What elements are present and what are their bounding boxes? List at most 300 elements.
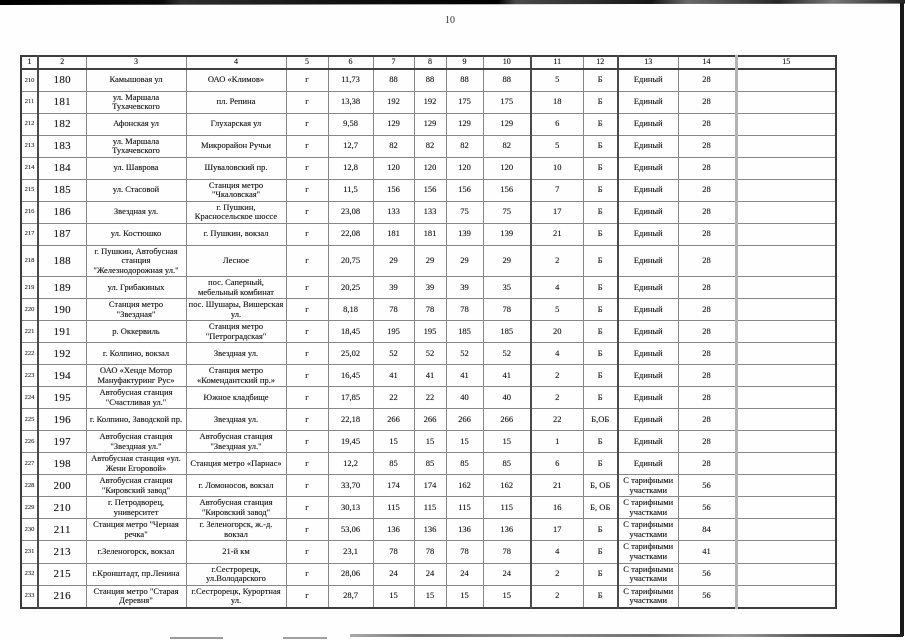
table-cell: 183 [38, 135, 86, 157]
table-cell: 156 [483, 179, 531, 201]
table-cell: 24 [483, 563, 531, 585]
table-cell: Б [583, 321, 618, 343]
table-cell: Б [583, 277, 618, 299]
table-cell: 15 [483, 431, 531, 453]
table-cell: 15 [446, 585, 483, 608]
column-header: 3 [86, 56, 186, 69]
table-cell: 216 [21, 201, 38, 223]
table-row [21, 201, 836, 223]
table-cell: 162 [446, 475, 483, 497]
table-cell: г [286, 475, 328, 497]
table-cell: Автобусная станция "Звездная ул." [186, 431, 286, 453]
table-cell: С тарифными участками [618, 497, 678, 519]
table-cell: Б [583, 91, 618, 113]
table-cell: 28 [678, 135, 736, 157]
table-cell: 78 [446, 299, 483, 321]
table-cell: 41 [446, 365, 483, 387]
table-cell: г [286, 157, 328, 179]
table-cell: 17 [531, 519, 583, 541]
table-cell: 195 [414, 321, 446, 343]
table-cell: 214 [21, 157, 38, 179]
table-cell: 24 [373, 563, 414, 585]
table-cell: 41 [414, 365, 446, 387]
table-cell: 185 [38, 179, 86, 201]
table-cell: Камышовая ул [86, 69, 186, 91]
table-cell: 198 [38, 453, 86, 475]
column-header: 8 [414, 56, 446, 69]
table-cell: 227 [21, 453, 38, 475]
table-cell: 56 [678, 475, 736, 497]
table-cell: Станция метро "Старая Деревня" [86, 585, 186, 608]
table-cell: Б [583, 179, 618, 201]
table-cell: 185 [483, 321, 531, 343]
table-row [21, 541, 836, 563]
table-row [21, 453, 836, 475]
table-cell: 232 [21, 563, 38, 585]
table-cell: г [286, 431, 328, 453]
table-cell: г [286, 453, 328, 475]
table-cell: 56 [678, 585, 736, 608]
table-cell: Единый [618, 387, 678, 409]
table-cell: 29 [373, 245, 414, 277]
table-cell: Единый [618, 245, 678, 277]
table-cell: 162 [483, 475, 531, 497]
table-cell: 186 [38, 201, 86, 223]
table-cell: г [286, 91, 328, 113]
table-cell: 1 [531, 431, 583, 453]
table-cell: г.Сестрорецк, Курортная ул. [186, 585, 286, 608]
table-cell: 85 [446, 453, 483, 475]
table-cell [736, 245, 836, 277]
table-cell: 23,1 [328, 541, 373, 563]
table-cell: 120 [414, 157, 446, 179]
table-cell: Шуваловский пр. [186, 157, 286, 179]
table-cell: 84 [678, 519, 736, 541]
table-cell: 210 [38, 497, 86, 519]
table-row [21, 321, 836, 343]
table-cell: 88 [373, 69, 414, 91]
table-cell: 174 [414, 475, 446, 497]
table-cell: 35 [483, 277, 531, 299]
table-cell: 213 [38, 541, 86, 563]
table-cell: 28 [678, 157, 736, 179]
table-cell: 28 [678, 113, 736, 135]
table-cell: 129 [373, 113, 414, 135]
table-cell: 24 [446, 563, 483, 585]
table-cell: г [286, 497, 328, 519]
table-cell [736, 179, 836, 201]
table-cell: ул. Маршала Тухачевского [86, 135, 186, 157]
scan-artifact-bottom-edge [350, 634, 903, 637]
table-cell: 13,38 [328, 91, 373, 113]
table-cell: 210 [21, 69, 38, 91]
table-cell: 129 [446, 113, 483, 135]
table-cell: 136 [414, 519, 446, 541]
column-header: 4 [186, 56, 286, 69]
table-cell: 181 [373, 223, 414, 245]
column-header: 13 [618, 56, 678, 69]
table-cell: г. Петродворец, университет [86, 497, 186, 519]
table-cell: ул. Маршала Тухачевского [86, 91, 186, 113]
table-cell: Станция метро «Парнас» [186, 453, 286, 475]
table-cell: Станция метро "Черная речка" [86, 519, 186, 541]
table-cell: 266 [414, 409, 446, 431]
table-cell: г [286, 365, 328, 387]
table-cell: 11,73 [328, 69, 373, 91]
table-cell: 200 [38, 475, 86, 497]
table-cell: 18,45 [328, 321, 373, 343]
table-cell: г. Колпино, Заводской пр. [86, 409, 186, 431]
table-cell: Б [583, 431, 618, 453]
table-cell: 41 [483, 365, 531, 387]
table-cell: Единый [618, 299, 678, 321]
table-cell: 22 [373, 387, 414, 409]
table-cell: г.Сестрорецк, ул.Володарского [186, 563, 286, 585]
table-cell: Единый [618, 453, 678, 475]
table-cell: 185 [446, 321, 483, 343]
table-cell: г [286, 321, 328, 343]
table-cell: 156 [414, 179, 446, 201]
table-cell: 82 [483, 135, 531, 157]
table-cell: 188 [38, 245, 86, 277]
table-cell: Звездная ул. [86, 201, 186, 223]
table-row [21, 135, 836, 157]
table-cell: 21 [531, 475, 583, 497]
table-cell: 12,7 [328, 135, 373, 157]
table-cell: Б [583, 585, 618, 608]
table-cell: 39 [446, 277, 483, 299]
table-cell: г [286, 69, 328, 91]
table-cell: С тарифными участками [618, 475, 678, 497]
table-cell: Лесное [186, 245, 286, 277]
table-cell: 23,08 [328, 201, 373, 223]
table-cell: ул. Шаврова [86, 157, 186, 179]
table-cell: 22,18 [328, 409, 373, 431]
table-cell [736, 585, 836, 608]
table-cell: Единый [618, 91, 678, 113]
table-cell [736, 343, 836, 365]
table-cell: Единый [618, 201, 678, 223]
table-cell: 29 [414, 245, 446, 277]
table-cell: 189 [38, 277, 86, 299]
column-header: 14 [678, 56, 736, 69]
table-cell: Б [583, 299, 618, 321]
table-cell: 5 [531, 135, 583, 157]
table-cell: 75 [446, 201, 483, 223]
table-cell: 213 [21, 135, 38, 157]
table-cell: 28,06 [328, 563, 373, 585]
table-cell: 16,45 [328, 365, 373, 387]
table-cell: Б [583, 69, 618, 91]
bus-routes-table [20, 55, 837, 609]
table-cell: Б [583, 135, 618, 157]
table-cell [736, 453, 836, 475]
table-cell: 215 [38, 563, 86, 585]
table-cell: 231 [21, 541, 38, 563]
column-header: 5 [286, 56, 328, 69]
table-cell: г [286, 277, 328, 299]
table-cell: 115 [414, 497, 446, 519]
table-cell: 266 [446, 409, 483, 431]
table-cell: 52 [373, 343, 414, 365]
table-cell: Микрорайон Ручьи [186, 135, 286, 157]
table-cell: 136 [483, 519, 531, 541]
table-cell: Единый [618, 365, 678, 387]
table-cell: ОАО «Хенде Мотор Мануфактуринг Рус» [86, 365, 186, 387]
table-cell: 28,7 [328, 585, 373, 608]
table-cell: 2 [531, 365, 583, 387]
table-cell: 192 [38, 343, 86, 365]
table-cell: Б [583, 245, 618, 277]
table-cell: 56 [678, 497, 736, 519]
table-cell: 233 [21, 585, 38, 608]
table-cell: 180 [38, 69, 86, 91]
table-cell [736, 409, 836, 431]
table-row [21, 69, 836, 91]
table-cell: Звездная ул. [186, 343, 286, 365]
table-cell: 22 [414, 387, 446, 409]
table-cell: 129 [414, 113, 446, 135]
table-cell: г.Зеленогорск, вокзал [86, 541, 186, 563]
table-cell: 129 [483, 113, 531, 135]
table-cell: 24 [414, 563, 446, 585]
scan-artifact-bottom-edge [283, 637, 327, 639]
table-cell: 175 [446, 91, 483, 113]
table-cell: 78 [446, 541, 483, 563]
table-cell: г [286, 299, 328, 321]
table-cell: 11,5 [328, 179, 373, 201]
table-row [21, 299, 836, 321]
table-row [21, 179, 836, 201]
table-cell: 28 [678, 69, 736, 91]
table-cell [736, 135, 836, 157]
table-cell: 115 [373, 497, 414, 519]
table-cell: г [286, 201, 328, 223]
table-cell: р. Оккервиль [86, 321, 186, 343]
table-cell: Станция метро «Комендантский пр.» [186, 365, 286, 387]
table-cell: 52 [446, 343, 483, 365]
table-row [21, 277, 836, 299]
table-cell: 2 [531, 563, 583, 585]
table-cell: Станция метро "Звездная" [86, 299, 186, 321]
table-cell: 12,2 [328, 453, 373, 475]
table-cell: г [286, 409, 328, 431]
table-row [21, 245, 836, 277]
table-cell: 17,85 [328, 387, 373, 409]
table-cell: 29 [483, 245, 531, 277]
table-cell: 29 [446, 245, 483, 277]
table-cell: Единый [618, 157, 678, 179]
table-cell: Станция метро "Чкаловская" [186, 179, 286, 201]
table-cell: Б [583, 201, 618, 223]
table-cell: 28 [678, 453, 736, 475]
table-cell: 187 [38, 223, 86, 245]
table-cell: Автобусная станция "Звездная ул." [86, 431, 186, 453]
table-cell: 78 [373, 299, 414, 321]
table-cell: 174 [373, 475, 414, 497]
table-cell: г [286, 343, 328, 365]
table-cell: 5 [531, 69, 583, 91]
page-number: 10 [445, 15, 455, 26]
table-cell [736, 157, 836, 179]
table-cell: 136 [446, 519, 483, 541]
table-cell: 2 [531, 585, 583, 608]
table-cell: Б [583, 365, 618, 387]
table-cell: 15 [414, 431, 446, 453]
table-cell: 191 [38, 321, 86, 343]
table-cell: 8,18 [328, 299, 373, 321]
table-cell: 15 [483, 585, 531, 608]
table-cell: 15 [414, 585, 446, 608]
table-cell: 6 [531, 113, 583, 135]
table-row [21, 431, 836, 453]
table-cell: г. Ломоносов, вокзал [186, 475, 286, 497]
table-cell: 133 [414, 201, 446, 223]
table-cell [736, 201, 836, 223]
table-cell: 4 [531, 541, 583, 563]
table-cell: 28 [678, 409, 736, 431]
table-row [21, 585, 836, 608]
table-cell: 82 [373, 135, 414, 157]
table-cell [736, 113, 836, 135]
table-cell: 266 [483, 409, 531, 431]
table-cell: 7 [531, 179, 583, 201]
table-cell: 88 [446, 69, 483, 91]
table-cell: г [286, 519, 328, 541]
table-cell [736, 387, 836, 409]
table-cell: 139 [446, 223, 483, 245]
table-cell: 18 [531, 91, 583, 113]
table-cell: 33,70 [328, 475, 373, 497]
table-cell: г [286, 135, 328, 157]
table-cell: 78 [373, 541, 414, 563]
table-cell: г [286, 387, 328, 409]
table-cell: 52 [483, 343, 531, 365]
table-cell: 211 [21, 91, 38, 113]
table-cell: 20,75 [328, 245, 373, 277]
column-header: 2 [38, 56, 86, 69]
table-cell: Афонская ул [86, 113, 186, 135]
table-cell: Автобусная станция "Кировский завод" [186, 497, 286, 519]
table-cell: 53,06 [328, 519, 373, 541]
table-cell: 215 [21, 179, 38, 201]
table-cell: Единый [618, 69, 678, 91]
table-cell: Б [583, 343, 618, 365]
table-cell: 15 [373, 431, 414, 453]
table-cell: 221 [21, 321, 38, 343]
table-cell: Глухарская ул [186, 113, 286, 135]
table-cell: 197 [38, 431, 86, 453]
table-cell: 28 [678, 299, 736, 321]
table-row [21, 343, 836, 365]
table-cell: 182 [38, 113, 86, 135]
table-cell: г. Колпино, вокзал [86, 343, 186, 365]
table-row [21, 157, 836, 179]
table-cell: г. Пушкин, Автобусная станция "Железнодорожная ул." [86, 245, 186, 277]
table-cell: ул. Стасовой [86, 179, 186, 201]
table-cell: 40 [483, 387, 531, 409]
column-header: 15 [736, 56, 836, 69]
table-cell: 229 [21, 497, 38, 519]
table-cell: 28 [678, 201, 736, 223]
table-cell: 218 [21, 245, 38, 277]
table-cell: Б [583, 113, 618, 135]
table-cell: 181 [414, 223, 446, 245]
table-cell: Единый [618, 321, 678, 343]
table-cell: 28 [678, 91, 736, 113]
table-cell: пос. Шушары, Вишерская ул. [186, 299, 286, 321]
table-cell [736, 69, 836, 91]
table-cell: Б, ОБ [583, 497, 618, 519]
table-cell: 28 [678, 321, 736, 343]
table-cell: Автобусная станция «ул. Жени Егоровой» [86, 453, 186, 475]
table-cell: 181 [38, 91, 86, 113]
table-cell: 41 [678, 541, 736, 563]
table-cell: 156 [373, 179, 414, 201]
table-row [21, 497, 836, 519]
table-cell: 192 [414, 91, 446, 113]
table-cell: 10 [531, 157, 583, 179]
table-cell: г [286, 179, 328, 201]
table-cell: 75 [483, 201, 531, 223]
table-cell [736, 541, 836, 563]
table-cell [736, 299, 836, 321]
table-header-row [21, 56, 836, 69]
table-cell: С тарифными участками [618, 541, 678, 563]
table-cell: 211 [38, 519, 86, 541]
column-header: 9 [446, 56, 483, 69]
table-cell: Б [583, 541, 618, 563]
table-cell: г. Пушкин, вокзал [186, 223, 286, 245]
column-header: 11 [531, 56, 583, 69]
table-cell: 220 [21, 299, 38, 321]
table-cell: пл. Репина [186, 91, 286, 113]
table-cell: 217 [21, 223, 38, 245]
table-cell: 85 [373, 453, 414, 475]
table-cell: ул. Костюшко [86, 223, 186, 245]
table-row [21, 563, 836, 585]
table-cell [736, 563, 836, 585]
table-cell: 115 [446, 497, 483, 519]
table-cell [736, 497, 836, 519]
table-cell [736, 91, 836, 113]
table-cell: Автобусная станция "Счастливая ул." [86, 387, 186, 409]
table-cell: 120 [446, 157, 483, 179]
table-cell: 78 [483, 541, 531, 563]
table-cell: 12,8 [328, 157, 373, 179]
table-cell: г [286, 541, 328, 563]
scan-artifact-right-edge [900, 3, 904, 636]
table-cell: 120 [483, 157, 531, 179]
table-cell: 40 [446, 387, 483, 409]
table-cell: 156 [446, 179, 483, 201]
table-cell [736, 321, 836, 343]
table-cell: 194 [38, 365, 86, 387]
table-cell: 16 [531, 497, 583, 519]
table-cell: 195 [373, 321, 414, 343]
table-cell: 212 [21, 113, 38, 135]
table-cell [736, 277, 836, 299]
table-cell: 52 [414, 343, 446, 365]
table-cell: 2 [531, 245, 583, 277]
column-header: 7 [373, 56, 414, 69]
table-cell: Б, ОБ [583, 475, 618, 497]
table-cell: 39 [373, 277, 414, 299]
table-cell: г [286, 223, 328, 245]
table-cell: Единый [618, 223, 678, 245]
table-cell: 21 [531, 223, 583, 245]
table-cell: 120 [373, 157, 414, 179]
